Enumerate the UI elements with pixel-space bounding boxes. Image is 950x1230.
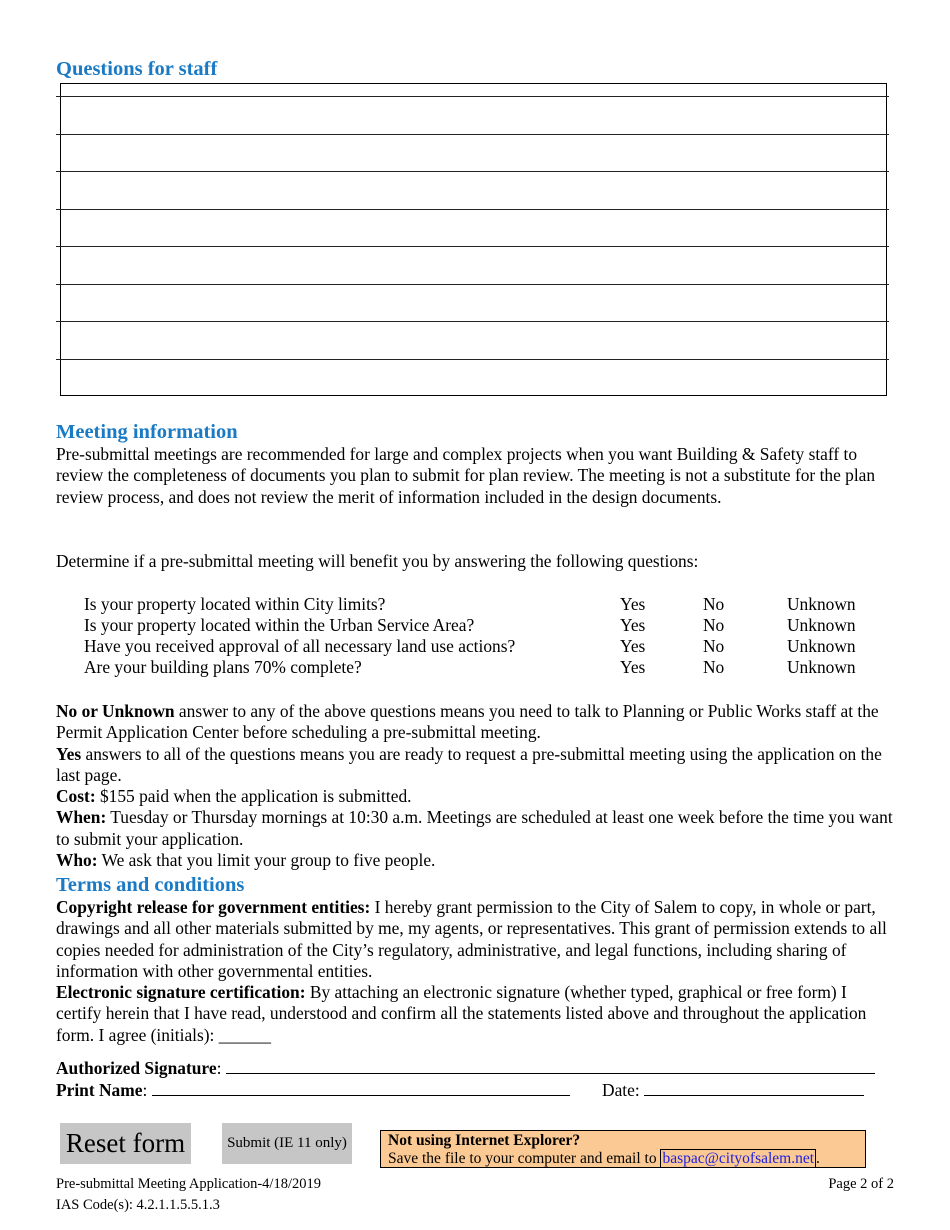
questions-for-staff-heading: Questions for staff — [56, 58, 218, 80]
option-unknown[interactable]: Unknown — [787, 657, 856, 677]
who-text: We ask that you limit your group to five people. — [97, 850, 436, 871]
writing-line — [56, 359, 889, 360]
non-ie-notice — [380, 1130, 866, 1168]
writing-line — [56, 209, 889, 210]
esignature-certification — [56, 982, 896, 1046]
option-no[interactable]: No — [703, 657, 725, 677]
option-yes[interactable]: Yes — [620, 636, 646, 656]
print-name-field[interactable] — [152, 1080, 570, 1096]
yes-note — [56, 744, 896, 787]
when-label: When: — [56, 807, 107, 828]
cost-note — [56, 786, 896, 807]
print-name-row — [56, 1080, 916, 1101]
date-field[interactable] — [644, 1080, 864, 1096]
writing-line — [56, 96, 889, 97]
colon: : — [142, 1080, 148, 1100]
no-unknown-text: answer to any of the above questions means you need to talk to Planning or Public Works staff at the Permit Application Center before scheduling a pre-submittal meeting. — [56, 701, 879, 743]
terms-body — [56, 897, 896, 1046]
writing-line — [56, 246, 889, 247]
no-unknown-note — [56, 701, 896, 744]
cost-label: Cost: — [56, 786, 96, 807]
option-no[interactable]: No — [703, 594, 725, 614]
authorized-signature-label: Authorized Signature — [56, 1058, 217, 1078]
email-link[interactable]: baspac@cityofsalem.net — [662, 1150, 815, 1167]
option-yes[interactable]: Yes — [620, 657, 646, 677]
terms-heading: Terms and conditions — [56, 874, 245, 896]
no-unknown-label: No or Unknown — [56, 701, 175, 721]
submit-button[interactable]: Submit (IE 11 only) — [222, 1123, 352, 1164]
yes-text: answers to all of the questions means you are ready to request a pre-submittal meeting using the application on the last page. — [56, 743, 882, 785]
cost-text: $155 paid when the application is submitted. — [95, 786, 412, 807]
option-yes[interactable]: Yes — [620, 594, 646, 614]
authorized-signature-field[interactable] — [226, 1058, 875, 1074]
date-label: Date: — [602, 1080, 640, 1100]
writing-line — [56, 321, 889, 322]
option-unknown[interactable]: Unknown — [787, 615, 856, 635]
option-no[interactable]: No — [703, 636, 725, 656]
question-land-use-approval: Have you received approval of all necessary land use actions? — [84, 636, 516, 656]
meeting-details — [56, 701, 896, 871]
notice-title: Not using Internet Explorer? — [388, 1132, 581, 1149]
ias-code: IAS Code(s): 4.2.1.1.5.5.1.3 — [56, 1197, 220, 1213]
authorized-signature-row — [56, 1058, 916, 1079]
notice-end: . — [816, 1150, 820, 1167]
question-city-limits: Is your property located within City limits? — [84, 594, 386, 614]
esig-label: Electronic signature certification: — [56, 982, 306, 1003]
option-unknown[interactable]: Unknown — [787, 636, 856, 656]
when-text: Tuesday or Thursday mornings at 10:30 a.m. Meetings are scheduled at least one week before the time you want to submit your application. — [56, 807, 893, 849]
when-note — [56, 807, 896, 850]
yes-label: Yes — [56, 743, 82, 764]
option-unknown[interactable]: Unknown — [787, 594, 856, 614]
reset-form-button[interactable]: Reset form — [60, 1123, 191, 1164]
who-note — [56, 850, 896, 871]
form-id: Pre-submittal Meeting Application-4/18/2019 — [56, 1176, 321, 1192]
writing-line — [56, 134, 889, 135]
question-urban-service-area: Is your property located within the Urban Service Area? — [84, 615, 475, 635]
copyright-release — [56, 897, 896, 982]
writing-line — [56, 171, 889, 172]
esig-text: By attaching an electronic signature (whether typed, graphical or free form) I certify herein that I have read, understood and confirm all the statements listed above and throughout the application form. I agree (initials): ______ — [56, 982, 867, 1045]
who-label: Who: — [56, 850, 98, 871]
determine-paragraph: Determine if a pre-submittal meeting will benefit you by answering the following questions: — [56, 551, 699, 571]
option-no[interactable]: No — [703, 615, 725, 635]
copyright-label: Copyright release for government entities: — [56, 897, 371, 917]
page-number: Page 2 of 2 — [828, 1176, 894, 1192]
copyright-text: I hereby grant permission to the City of Salem to copy, in whole or part, drawings and all other materials submitted by me, my agents, or representatives. This grant of permission extends to all copies needed for administration of the City’s regulatory, administrative, and legal functions, including sharing of information with other governmental entities. — [56, 897, 887, 981]
print-name-label: Print Name — [56, 1080, 143, 1100]
questions-textarea-border[interactable] — [60, 83, 887, 396]
writing-line — [56, 284, 889, 285]
notice-text: Save the file to your computer and email to — [388, 1150, 661, 1167]
option-yes[interactable]: Yes — [620, 615, 646, 635]
meeting-intro-paragraph: Pre-submittal meetings are recommended for large and complex projects when you want Building & Safety staff to review the completeness of documents you plan to submit for plan review. The meeting is not a substitute for the plan review process, and does not review the merit of information included in the design documents. — [56, 444, 876, 507]
meeting-information-heading: Meeting information — [56, 421, 238, 443]
colon: : — [216, 1058, 222, 1078]
question-plans-complete: Are your building plans 70% complete? — [84, 657, 362, 677]
